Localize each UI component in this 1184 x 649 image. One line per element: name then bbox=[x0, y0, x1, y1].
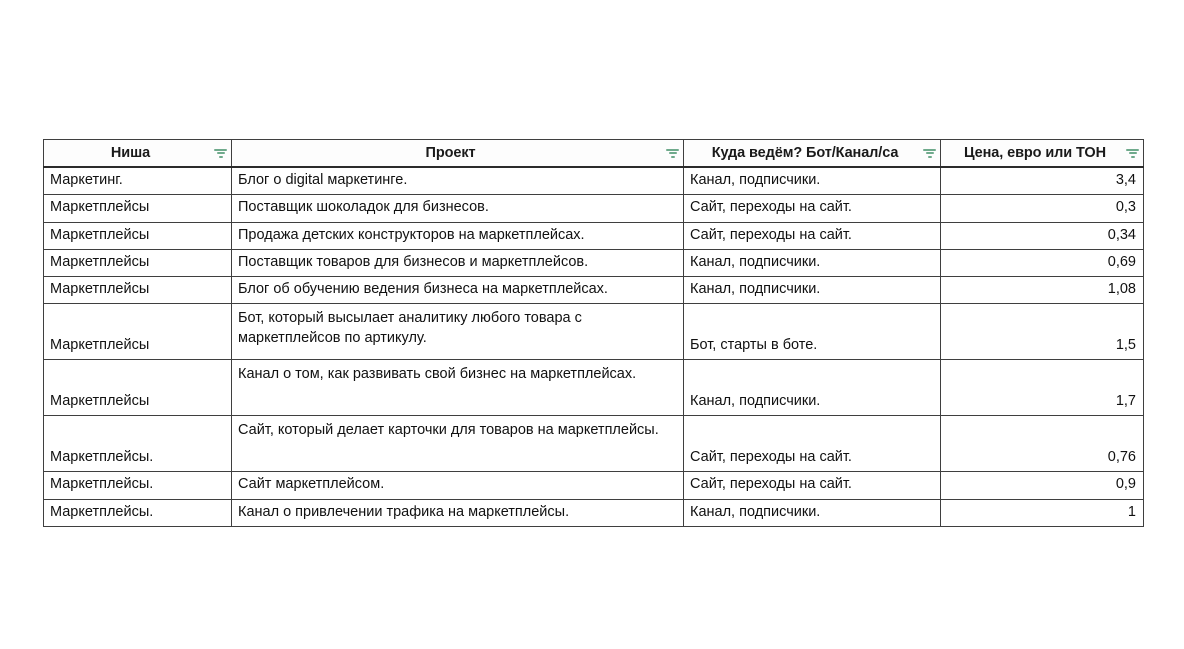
filter-icon[interactable] bbox=[922, 147, 937, 159]
table-row[interactable] bbox=[44, 249, 1144, 276]
table-row[interactable] bbox=[44, 499, 1144, 526]
cell-niche[interactable]: Маркетплейсы bbox=[44, 304, 232, 360]
cell-dest[interactable]: Сайт, переходы на сайт. bbox=[684, 195, 941, 222]
cell-niche[interactable]: Маркетплейсы bbox=[44, 360, 232, 416]
cell-project[interactable]: Канал о привлечении трафика на маркетплейсы. bbox=[232, 499, 684, 526]
cell-price[interactable]: 1,7 bbox=[941, 360, 1144, 416]
filter-icon[interactable] bbox=[1125, 147, 1140, 159]
table-row[interactable] bbox=[44, 416, 1144, 472]
cell-dest[interactable]: Сайт, переходы на сайт. bbox=[684, 472, 941, 499]
table-row[interactable] bbox=[44, 222, 1144, 249]
cell-project[interactable]: Бот, который высылает аналитику любого товара с маркетплейсов по артикулу. bbox=[232, 304, 684, 360]
cell-dest[interactable]: Канал, подписчики. bbox=[684, 277, 941, 304]
cell-dest[interactable]: Канал, подписчики. bbox=[684, 499, 941, 526]
column-header-niche[interactable] bbox=[44, 140, 232, 168]
cell-project[interactable]: Канал о том, как развивать свой бизнес на маркетплейсах. bbox=[232, 360, 684, 416]
column-header-inner bbox=[941, 145, 1143, 161]
cell-dest[interactable]: Канал, подписчики. bbox=[684, 360, 941, 416]
cell-niche[interactable]: Маркетплейсы. bbox=[44, 472, 232, 499]
table-row[interactable] bbox=[44, 304, 1144, 360]
table-header bbox=[44, 140, 1144, 168]
table-body bbox=[44, 167, 1144, 526]
cell-niche[interactable]: Маркетплейсы bbox=[44, 277, 232, 304]
cell-project[interactable]: Сайт маркетплейсом. bbox=[232, 472, 684, 499]
column-header-label: Куда ведём? Бот/Канал/са bbox=[711, 145, 899, 161]
column-header-inner bbox=[232, 145, 683, 161]
cell-price[interactable]: 0,9 bbox=[941, 472, 1144, 499]
table-row[interactable] bbox=[44, 277, 1144, 304]
cell-price[interactable]: 3,4 bbox=[941, 167, 1144, 195]
table-row[interactable] bbox=[44, 195, 1144, 222]
column-header-label: Цена, евро или ТОН bbox=[964, 145, 1106, 161]
column-header-dest[interactable] bbox=[684, 140, 941, 168]
cell-project[interactable]: Блог об обучению ведения бизнеса на маркетплейсах. bbox=[232, 277, 684, 304]
cell-project[interactable]: Сайт, который делает карточки для товаров на маркетплейсы. bbox=[232, 416, 684, 472]
cell-project[interactable]: Поставщик шоколадок для бизнесов. bbox=[232, 195, 684, 222]
column-header-inner bbox=[44, 145, 231, 161]
table-row[interactable] bbox=[44, 360, 1144, 416]
cell-project[interactable]: Поставщик товаров для бизнесов и маркетплейсов. bbox=[232, 249, 684, 276]
cell-niche[interactable]: Маркетинг. bbox=[44, 167, 232, 195]
cell-dest[interactable]: Канал, подписчики. bbox=[684, 167, 941, 195]
column-header-project[interactable] bbox=[232, 140, 684, 168]
cell-price[interactable]: 0,76 bbox=[941, 416, 1144, 472]
cell-price[interactable]: 0,3 bbox=[941, 195, 1144, 222]
cell-price[interactable]: 0,69 bbox=[941, 249, 1144, 276]
spreadsheet-table-container bbox=[43, 139, 1143, 527]
cell-dest[interactable]: Бот, старты в боте. bbox=[684, 304, 941, 360]
table-row[interactable] bbox=[44, 472, 1144, 499]
cell-niche[interactable]: Маркетплейсы bbox=[44, 222, 232, 249]
cell-project[interactable]: Продажа детских конструкторов на маркетплейсах. bbox=[232, 222, 684, 249]
cell-project[interactable]: Блог о digital маркетинге. bbox=[232, 167, 684, 195]
cell-dest[interactable]: Сайт, переходы на сайт. bbox=[684, 416, 941, 472]
cell-niche[interactable]: Маркетплейсы. bbox=[44, 416, 232, 472]
data-table bbox=[43, 139, 1144, 527]
cell-dest[interactable]: Сайт, переходы на сайт. bbox=[684, 222, 941, 249]
cell-price[interactable]: 1,5 bbox=[941, 304, 1144, 360]
column-header-price[interactable] bbox=[941, 140, 1144, 168]
filter-icon[interactable] bbox=[213, 147, 228, 159]
column-header-label: Ниша bbox=[110, 145, 151, 161]
cell-niche[interactable]: Маркетплейсы. bbox=[44, 499, 232, 526]
column-header-label: Проект bbox=[425, 145, 476, 161]
cell-niche[interactable]: Маркетплейсы bbox=[44, 249, 232, 276]
table-header-row bbox=[44, 140, 1144, 168]
cell-dest[interactable]: Канал, подписчики. bbox=[684, 249, 941, 276]
cell-price[interactable]: 1,08 bbox=[941, 277, 1144, 304]
cell-price[interactable]: 1 bbox=[941, 499, 1144, 526]
cell-price[interactable]: 0,34 bbox=[941, 222, 1144, 249]
cell-niche[interactable]: Маркетплейсы bbox=[44, 195, 232, 222]
table-row[interactable] bbox=[44, 167, 1144, 195]
column-header-inner bbox=[684, 145, 940, 161]
filter-icon[interactable] bbox=[665, 147, 680, 159]
